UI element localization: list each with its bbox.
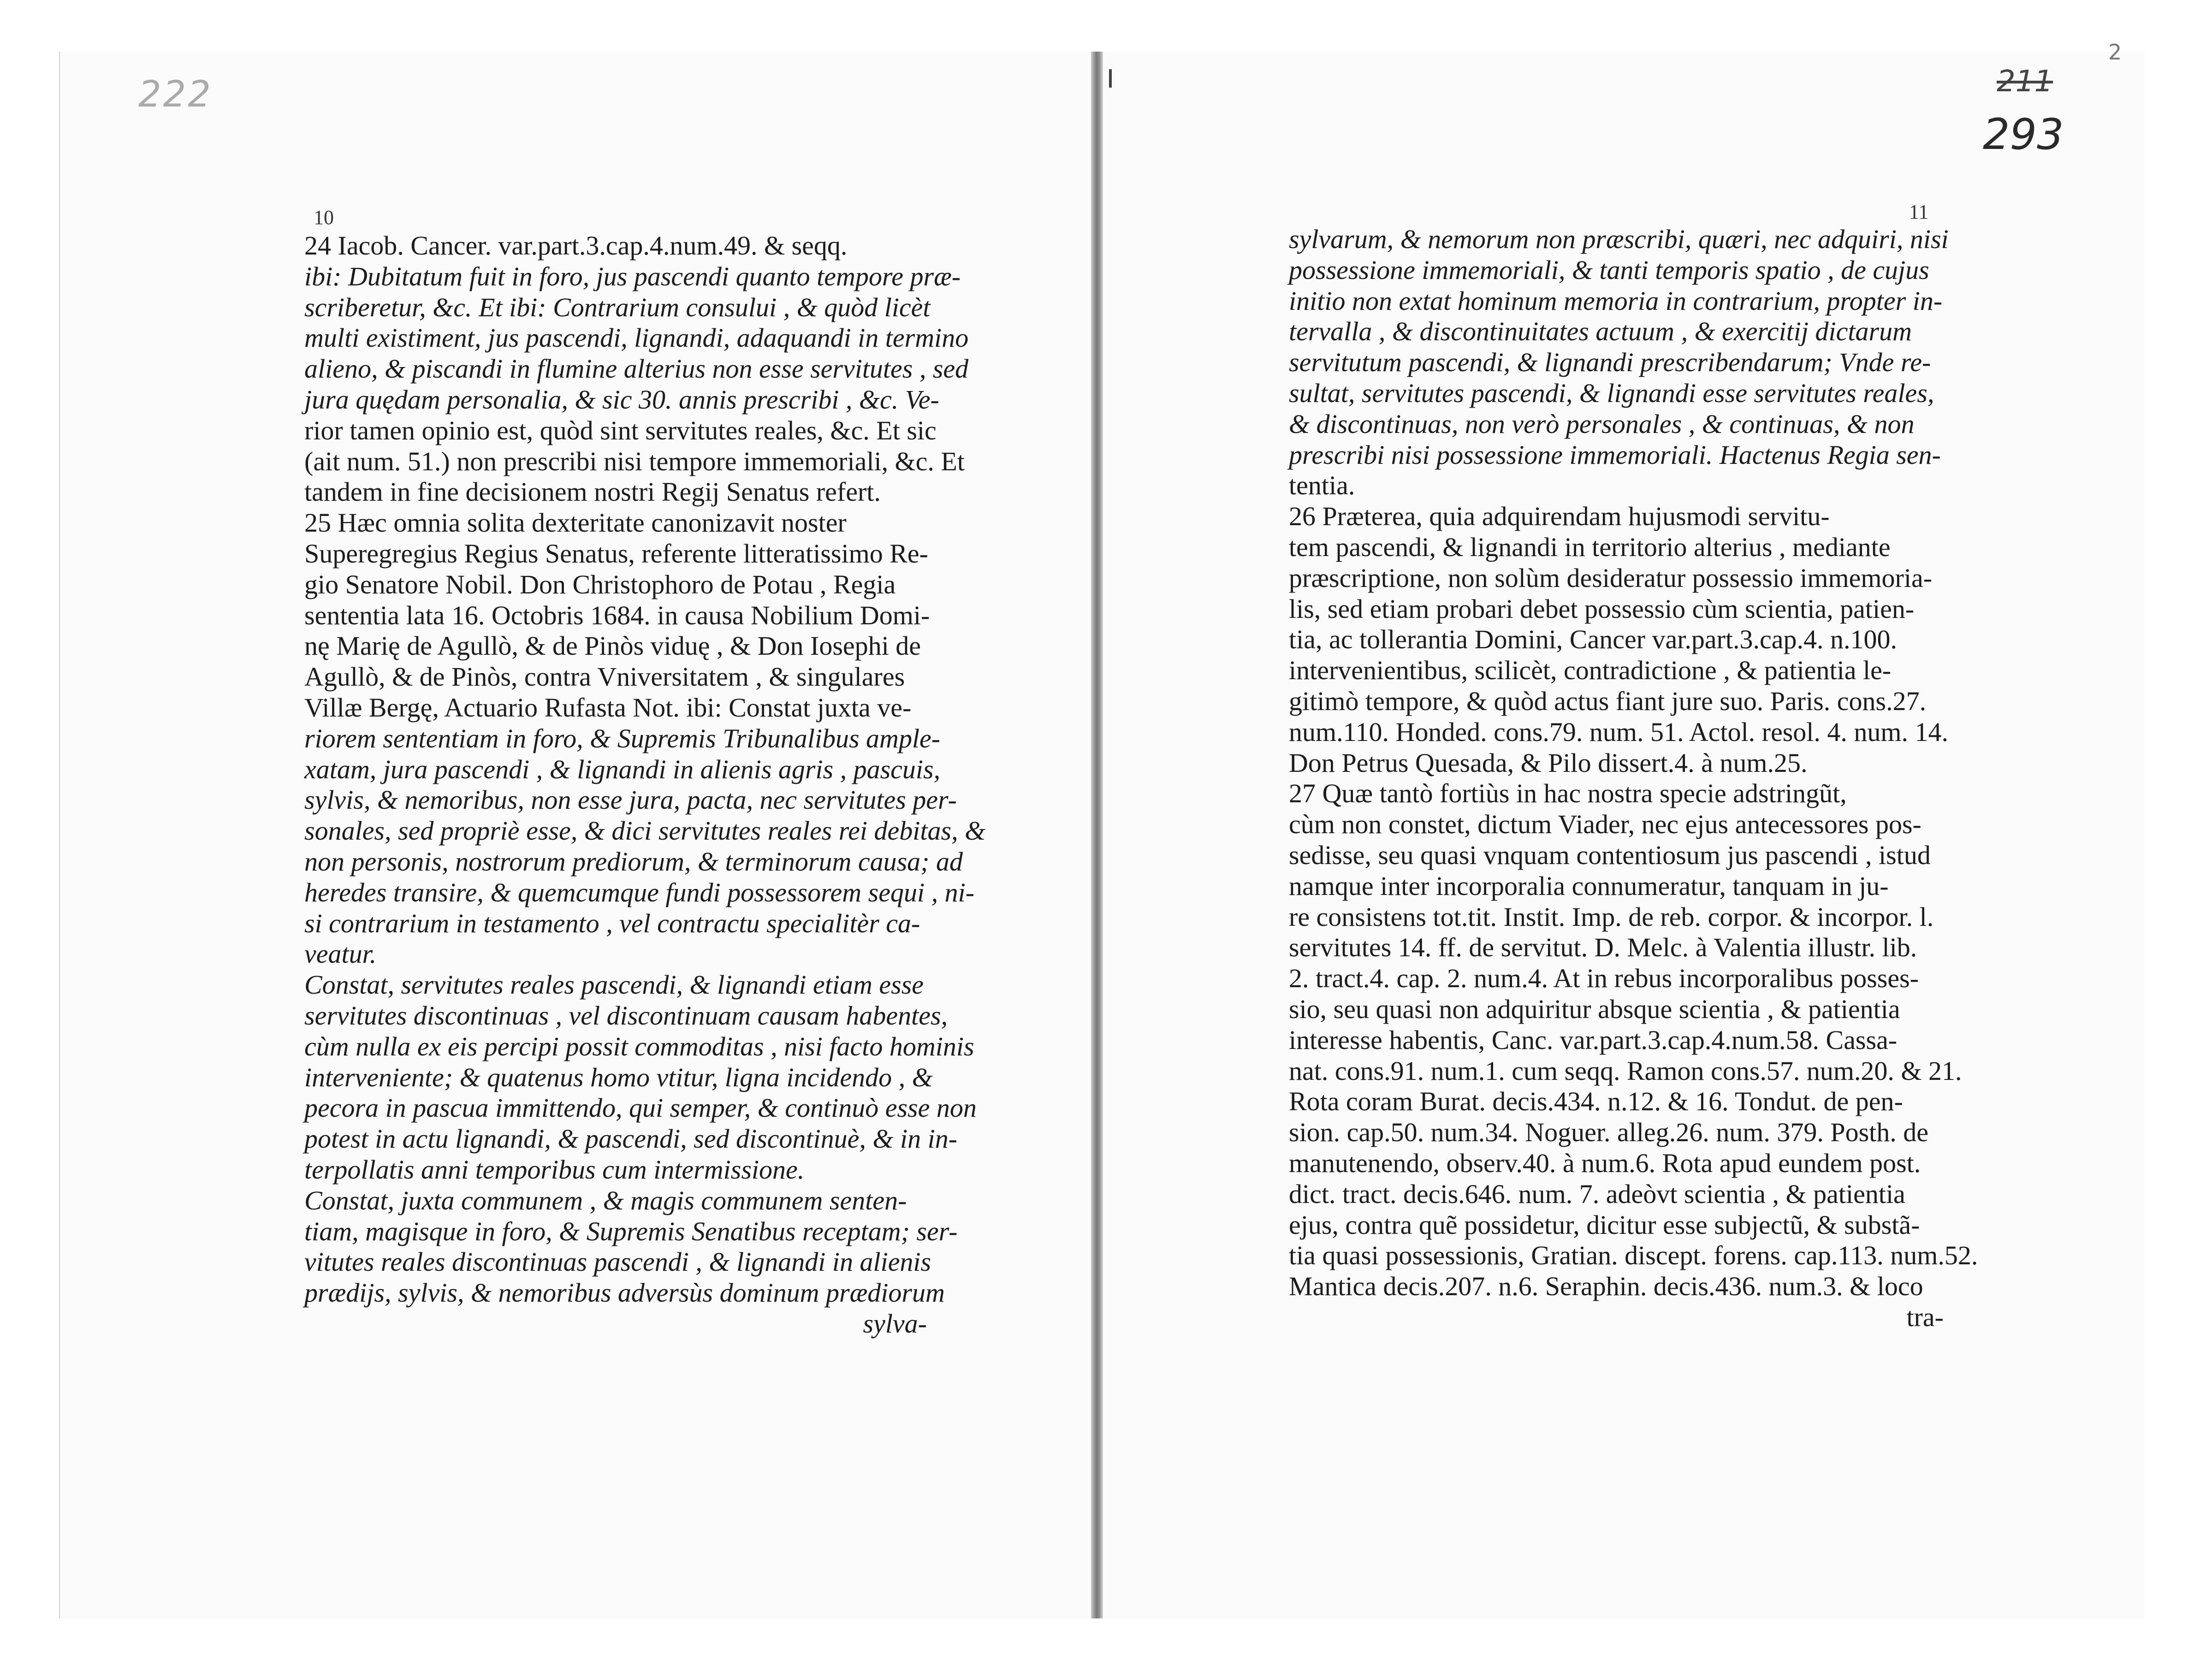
text-line: intervenientibus, scilicèt, contradictione , & patientia le- [1289,655,1892,686]
text-line: pecora in pascua immittendo, qui semper, & continuò esse non [304,1093,977,1123]
old-page-number: 222 [138,74,213,115]
text-line: 25 Hæc omnia solita dexteritate canonizavit noster [304,508,847,538]
struck-page-number: 211 [1997,65,2053,99]
text-line: ejus, contra quẽ possidetur, dicitur esse subjectũ, & substã- [1289,1209,1920,1240]
text-line: Superegregius Regius Senatus, referente litteratissimo Re- [304,538,928,569]
text-line: cùm non constet, dictum Viader, nec ejus antecessores pos- [1289,809,1921,840]
text-line: non personis, nostrorum prediorum, & terminorum causa; ad [304,846,963,877]
text-line: tia, ac tollerantia Domini, Cancer var.part.3.cap.4. n.100. [1289,624,1898,655]
text-line: Mantica decis.207. n.6. Seraphin. decis.436. num.3. & loco [1289,1271,1923,1302]
text-line: Rota coram Burat. decis.434. n.12. & 16. Tondut. de pen- [1289,1086,1903,1117]
text-line: Constat, servitutes reales pascendi, & lignandi etiam esse [304,970,924,1000]
text-line: tentia. [1289,470,1355,501]
text-line: veatur. [304,939,377,969]
text-line: ibi: Dubitatum fuit in foro, jus pascendi quanto tempore præ- [304,261,961,291]
text-line: riorem sententiam in foro, & Supremis Tribunalibus ample- [304,723,941,753]
text-line: sylva- [863,1308,927,1339]
text-line: jura quędam personalia, & sic 30. annis prescribi , &c. Ve- [304,384,939,415]
corner-number: 2 [2108,40,2122,65]
text-line: tia quasi possessionis, Gratian. discept. forens. cap.113. num.52. [1289,1240,1978,1271]
text-line: tervalla , & discontinuitates actuum , & exercitij dictarum [1289,316,1912,347]
text-line: sion. cap.50. num.34. Noguer. alleg.26. num. 379. Posth. de [1289,1117,1929,1148]
text-line: 2. tract.4. cap. 2. num.4. At in rebus incorporalibus posses- [1289,963,1919,994]
text-line: Don Petrus Quesada, & Pilo dissert.4. à num.25. [1289,747,1808,778]
text-line: terpollatis anni temporibus cum intermissione. [304,1154,805,1185]
text-line: sonales, sed propriè esse, & dici servitutes reales rei debitas, & [304,816,986,846]
text-line: tem pascendi, & lignandi in territorio alterius , mediante [1289,532,1891,562]
text-line: 26 Præterea, quia adquirendam hujusmodi servitu- [1289,501,1830,532]
text-line: interveniente; & quatenus homo vtitur, ligna incidendo , & [304,1062,933,1092]
text-line: possessione immemoriali, & tanti temporis spatio , de cujus [1289,255,1929,285]
text-line: num.110. Honded. cons.79. num. 51. Actol. resol. 4. num. 14. [1289,717,1949,747]
text-line: dict. tract. decis.646. num. 7. adeòvt scientia , & patientia [1289,1179,1905,1209]
text-line: heredes transire, & quemcumque fundi possessorem sequi , ni- [304,877,975,907]
text-line: servitutes discontinuas , vel discontinuam causam habentes, [304,1000,948,1031]
text-line: interesse habentis, Canc. var.part.3.cap.4.num.58. Cassa- [1289,1025,1898,1055]
text-line: si contrarium in testamento , vel contractu specialitèr ca- [304,908,920,938]
text-line: Agullò, & de Pinòs, contra Vniversitatem , & singulares [304,662,905,692]
text-line: tandem in fine decisionem nostri Regij Senatus refert. [304,477,881,507]
right-page-text [1289,224,1978,1333]
text-line: Villæ Bergę, Actuario Rufasta Not. ibi: Constat juxta ve- [304,692,912,723]
text-line: & discontinuas, non verò personales , & continuas, & non [1289,409,1915,439]
text-line: manutenendo, observ.40. à num.6. Rota apud eundem post. [1289,1148,1921,1178]
text-line: scriberetur, &c. Et ibi: Contrarium consului , & quòd licèt [304,292,931,322]
text-line: namque inter incorporalia connumeratur, tanquam in ju- [1289,871,1889,901]
text-line: tiam, magisque in foro, & Supremis Senatibus receptam; ser- [304,1216,958,1246]
text-line: sylvis, & nemoribus, non esse jura, pacta, nec servitutes per- [304,785,957,815]
text-line: sultat, servitutes pascendi, & lignandi esse servitutes reales, [1289,378,1934,408]
text-line: Constat, juxta communem , & magis communem senten- [304,1185,907,1215]
text-line: initio non extat hominum memoria in contrarium, propter in- [1289,285,1943,316]
text-line: 27 Quæ tantò fortiùs in hac nostra specie adstringũt, [1289,778,1847,809]
text-line: re consistens tot.tit. Instit. Imp. de reb. corpor. & incorpor. l. [1289,901,1934,932]
text-line: cùm nulla ex eis percipi possit commoditas , nisi facto hominis [304,1031,974,1061]
text-line: gitimò tempore, & quòd actus fiant jure suo. Paris. cons.27. [1289,686,1927,716]
text-line: servitutes 14. ff. de servitut. D. Melc. à Valentia illustr. lib. [1289,932,1917,963]
text-line: sio, seu quasi non adquiritur absque scientia , & patientia [1289,994,1900,1024]
text-line: prescribi nisi possessione immemoriali. Hactenus Regia sen- [1289,439,1941,470]
text-line: sylvarum, & nemorum non præscribi, quæri, nec adquiri, nisi [1289,224,1949,254]
text-line: prædijs, sylvis, & nemoribus adversùs dominum prædiorum [304,1278,945,1308]
text-line: sententia lata 16. Octobris 1684. in causa Nobilium Domi- [304,600,930,630]
text-line: rior tamen opinio est, quòd sint servitutes reales, &c. Et sic [304,415,937,445]
text-line: 24 Iacob. Cancer. var.part.3.cap.4.num.49. & seqq. [304,231,848,261]
text-line: multi existiment, jus pascendi, lignandi, adaquandi in termino [304,323,969,353]
right-page-number: 11 [1909,201,1929,223]
text-line: tra- [1906,1302,1944,1332]
text-line: vitutes reales discontinuas pascendi , & lignandi in alienis [304,1247,931,1277]
text-line: potest in actu lignandi, & pascendi, sed discontinuè, & in in- [304,1124,958,1154]
text-line: nę Marię de Agullò, & de Pinòs viduę , & Don Iosephi de [304,631,921,661]
book-gutter [1091,52,1103,1618]
left-page-text [304,231,986,1339]
text-line: (ait num. 51.) non prescribi nisi tempore immemoriali, &c. Et [304,446,965,476]
text-line: servitutum pascendi, & lignandi prescribendarum; Vnde re- [1289,347,1931,378]
left-page-number: 10 [314,206,334,229]
text-line: xatam, jura pascendi , & lignandi in alienis agris , pascuis, [304,754,941,784]
text-line: lis, sed etiam probari debet possessio cùm scientia, patien- [1289,593,1915,624]
text-line: alieno, & piscandi in flumine alterius non esse servitutes , sed [304,354,969,384]
text-line: gio Senatore Nobil. Don Christophoro de Potau , Regia [304,569,896,599]
text-line: sedisse, seu quasi vnquam contentiosum jus pascendi , istud [1289,840,1931,870]
gutter-mark [1109,69,1112,88]
text-line: nat. cons.91. num.1. cum seqq. Ramon cons.57. num.20. & 21. [1289,1055,1962,1086]
folio-number: 293 [1983,110,2064,159]
text-line: præscriptione, non solùm desideratur possessio immemoria- [1289,563,1933,593]
